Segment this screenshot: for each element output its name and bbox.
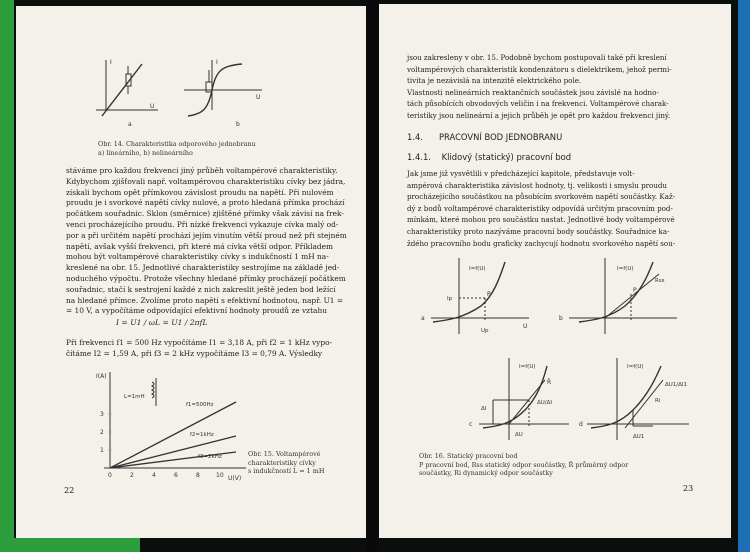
fig16-a-up: Up <box>481 328 489 334</box>
figure-15-caption: Obr. 15. Voltampérové charakteristiky cívky s indukčností L = 1 mH <box>248 450 325 475</box>
fig16-b-rss: Rss <box>655 278 665 284</box>
figure-15-chart <box>86 364 256 484</box>
figure-14 <box>76 52 276 132</box>
fig14-a <box>96 60 158 116</box>
left-after-formula: Při frekvenci f1 = 500 Hz vypočítáme I1 = 3,18 A, při f2 = 1 kHz vypo- čítáme I2 = 1,59 A, při f3 = 2 kHz vypočítáme I3 = 0,79 A. Výsledky <box>66 338 333 358</box>
fig15-ylabel: I(A) <box>96 373 107 380</box>
fig16-d-if: I=f(U) <box>627 364 644 370</box>
fig14-a-label: a <box>128 121 132 128</box>
fig14-a-u: U <box>150 103 155 110</box>
fig15-ytick-2: 2 <box>100 429 104 436</box>
page-number-right: 23 <box>683 484 694 493</box>
fig16-d-ui: ΔU1 <box>633 434 645 440</box>
fig16-b-p: P <box>633 287 637 294</box>
page-number-left: 22 <box>64 486 75 495</box>
fig14-b-i: I <box>216 59 218 66</box>
fig15-xtick-4: 4 <box>152 472 156 479</box>
fig16-b-label: b <box>559 315 563 322</box>
left-body-text: stáváme pro každou frekvenci jiný průběh voltampérové charakteristiky. Kdybychom zjišťovali např. voltampérovou charakteristiku cívky bez jádra, získali bychom opět přímkovou závislost proudu na napětí. Při nulovém proudu je i svorkové napětí cívky nulové, a proto hledaná přímka prochází počátkem souřadnic. Sklon (směrnice) zjištěné přímky však závisí na frek- venci procházejícího proudu. Při nízké frekvenci vykazuje cívka malý od- por a při určitém napětí prochází jejím vinutím větší proud než při stejném napětí, avšak vyšší frekvenci, při které má cívka větší odpor. Příkladem mohou být voltampérové charakteristiky cívky s indukčností 1 mH na- kreslené na obr. 15. Jednotlivé charakteristiky sestrojíme na základě jed- noduchého výpočtu. Protože všechny hledané přímky procházejí počátkem souřadnic, stačí k sestrojení každé z nich zakreslit ještě jeden bod ležící na hledané přímce. Zvolíme proto napětí s efektivní hodnotou, např. U1 = = 10 V, a vypočítáme odpovídající efektivní hodnoty proudů ze vztahu <box>66 166 347 316</box>
fig16-d-ratio: ΔU1/ΔI1 <box>665 382 688 388</box>
fig15-xtick-10: 10 <box>216 472 224 479</box>
current-formula: I = U1 / ωL = U1 / 2πfL <box>116 318 208 327</box>
fig16-c-du: ΔU <box>515 432 523 438</box>
fig15-xtick-8: 8 <box>196 472 200 479</box>
fig14-a-i: I <box>110 59 112 66</box>
fig16-a-ip: Ip <box>447 296 453 302</box>
fig16-d-ri: Ri <box>655 398 661 404</box>
fig15-series-f1: f1=500Hz <box>186 402 214 408</box>
book-cover-edge-bottom <box>0 538 140 552</box>
fig16-a-if: I=f(U) <box>469 266 486 272</box>
fig15-ytick-3: 3 <box>100 411 104 418</box>
fig15-series-f2: f2=1kHz <box>190 432 214 438</box>
figure-16-caption: Obr. 16. Statický pracovní bod P pracovní bod, Rss statický odpor součástky, R̄ průměrný odpor součástky, Ri dynamický odpor součástky <box>419 452 629 477</box>
section-heading-1-4-1: 1.4.1. Klidový (statický) pracovní bod <box>407 152 572 162</box>
fig15-inductor-label: L=1mH <box>124 394 145 400</box>
figure-16 <box>419 250 709 450</box>
right-page <box>379 4 731 538</box>
fig16-c-di: ΔI <box>481 406 487 412</box>
fig16-c-ratio: ΔU/ΔI <box>537 400 553 406</box>
series-f2-line <box>110 436 236 468</box>
fig15-xlabel: U(V) <box>228 475 242 482</box>
fig15-series-f3: f3=2kHz <box>198 454 222 460</box>
fig15-xtick-2: 2 <box>130 472 134 479</box>
fig14-b-label: b <box>236 121 240 128</box>
fig16-c-rbar: R̄ <box>547 379 552 386</box>
fig15-xtick-0: 0 <box>108 472 112 479</box>
book-cover-edge-right <box>738 0 750 552</box>
fig16-d-label: d <box>579 421 583 428</box>
fig16-c-if: I=f(U) <box>519 364 536 370</box>
left-page <box>16 6 366 538</box>
fig15-xtick-6: 6 <box>174 472 178 479</box>
fig16-a-p: P <box>487 291 491 298</box>
book-gutter <box>366 0 379 552</box>
fig16-a-u: U <box>523 323 528 330</box>
fig15-ytick-1: 1 <box>100 447 104 454</box>
fig14-b <box>184 60 262 116</box>
right-top-text: jsou zakresleny v obr. 15. Podobně bychom postupovali také při kreslení voltampérových charakteristik kondenzátoru s dielektrikem, jehož permi- tivita je nezávislá na intenzitě elektrického pole. Vlastnosti nelineárních reaktančních součástek jsou závislé na hodno- tách působících obvodových veličin i na frekvenci. Voltampérové charak- teristiky jsou nelineární a jejich průběh je opět pro každou frekvenci jiný. <box>407 53 672 120</box>
figure-14-caption: Obr. 14. Charakteristika odporového jednobranu a) lineárního, b) nelineárního <box>98 140 256 157</box>
fig16-a-label: a <box>421 315 425 322</box>
fig16-c-label: c <box>469 421 473 428</box>
fig16-b-if: I=f(U) <box>617 266 634 272</box>
fig14-b-u: U <box>256 94 261 101</box>
right-section-text: Jak jsme již vysvětlili v předcházející kapitole, představuje volt- ampérová charakteristika závislost hodnoty, tj. velikosti i smyslu proudu procházejícího součástkou na působícím svorkovém napětí součástky. Kaž- dý z bodů voltampérové charakteristiky odpovídá určitým pracovním pod- mínkám, které mohou pro součástku nastat. Jednotlivé body voltampérové charakteristiky proto nazýváme pracovní body součástky. Souřadnice ka- ždého pracovního bodu graficky zachycují hodnotu svorkového napětí sou- <box>407 169 676 248</box>
book-cover-edge <box>0 0 14 552</box>
section-heading-1-4: 1.4. PRACOVNÍ BOD JEDNOBRANU <box>407 132 563 142</box>
